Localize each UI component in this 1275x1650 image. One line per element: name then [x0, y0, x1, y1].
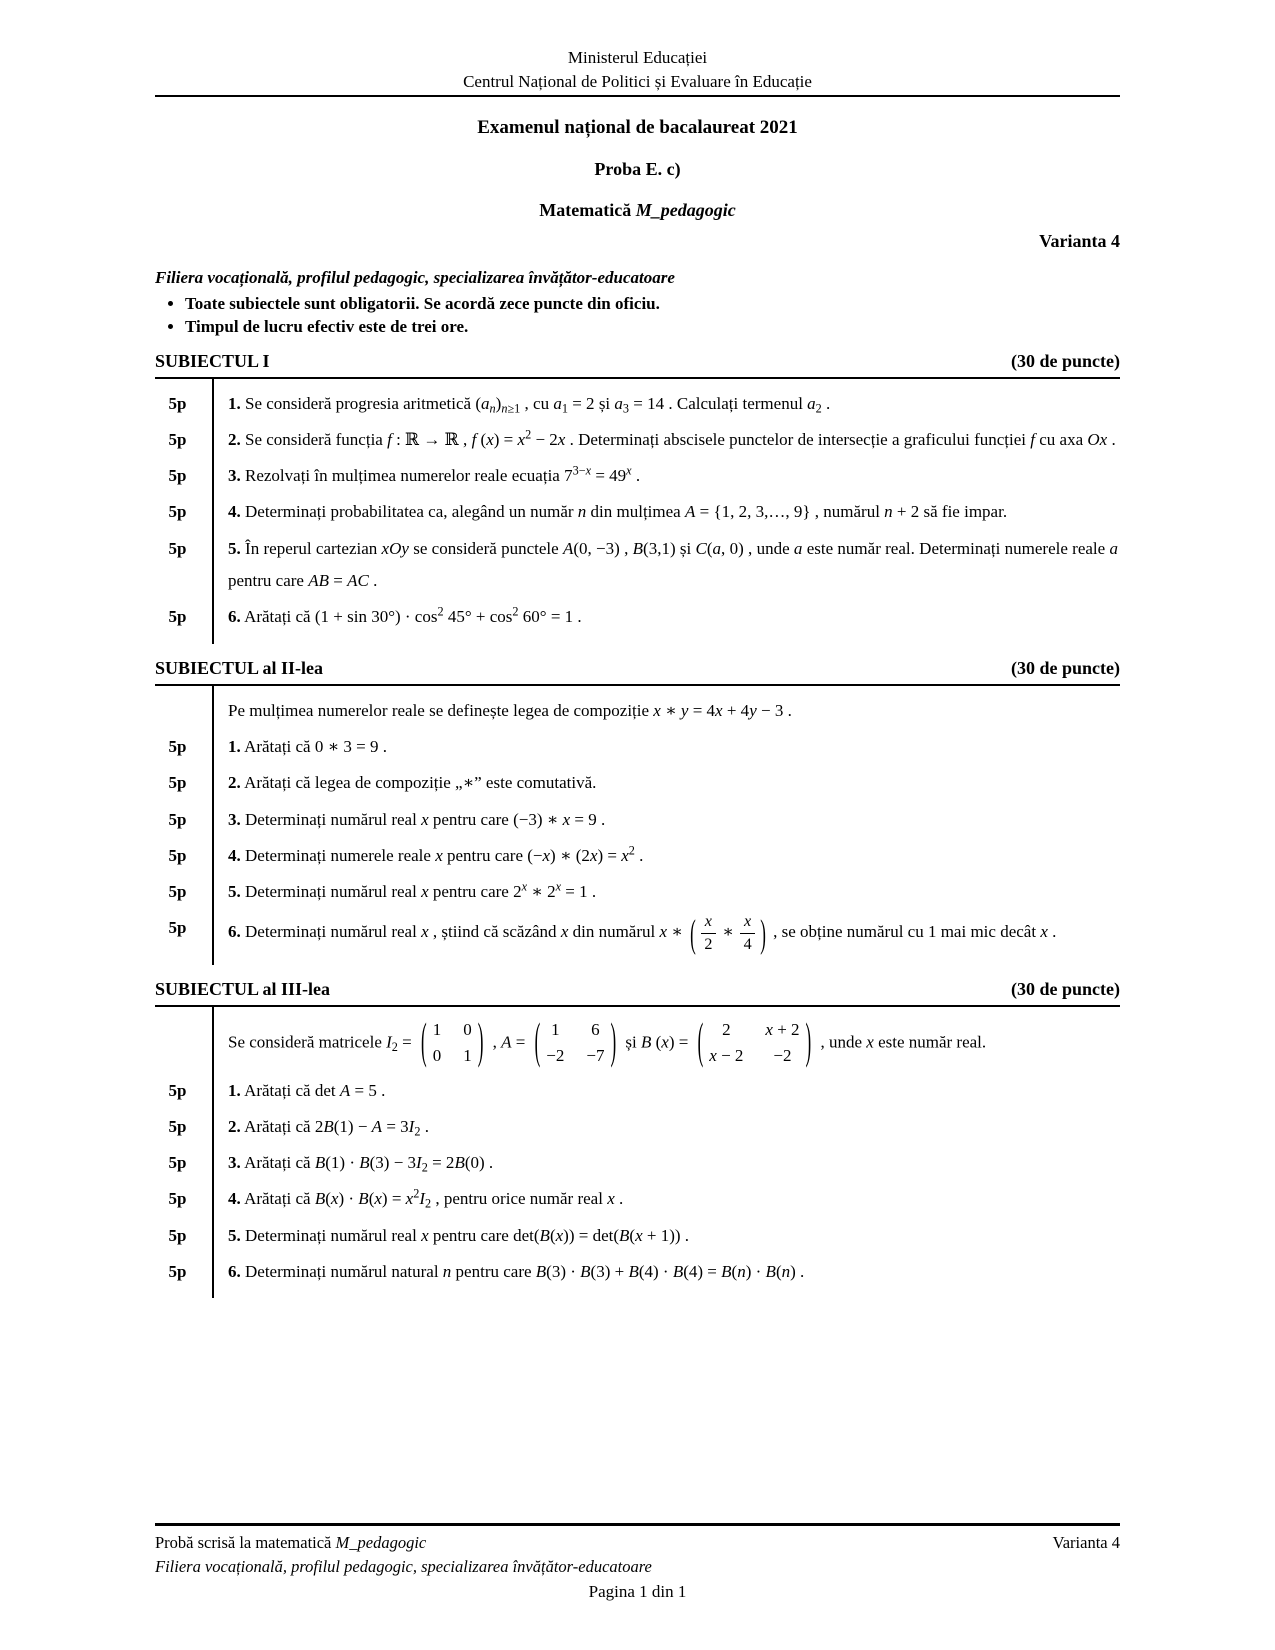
text-run: este număr real. — [873, 1032, 987, 1052]
text-run: pentru care — [442, 845, 528, 865]
text-run: , 0) , unde — [721, 538, 794, 558]
points-badge: 5p — [168, 773, 187, 793]
subscript: n≥1 — [501, 401, 521, 416]
exam-title: Examenul național de bacalaureat 2021 — [477, 116, 798, 138]
text-run: (3,1) și — [643, 538, 696, 558]
section-heading — [155, 979, 1120, 1005]
section-body — [155, 1005, 1120, 1298]
subject-profile: M_pedagogic — [635, 199, 736, 220]
text-run: Arătați că — [244, 1153, 315, 1173]
superscript: 2 — [413, 1186, 420, 1201]
math-run: A — [339, 1080, 351, 1100]
math-run: B (x) — [640, 1032, 675, 1052]
points-badge: 5p — [168, 736, 187, 756]
question-row — [155, 531, 1120, 600]
text-run: . — [420, 1116, 429, 1136]
footer-proba-profile: M_pedagogic — [335, 1533, 427, 1553]
text-run: . Calculați termenul — [664, 393, 808, 413]
text-run: Determinați numărul real — [245, 922, 422, 942]
superscript: 3−x — [572, 463, 592, 478]
matrix-grid — [429, 1016, 476, 1071]
matrix-left-paren: ( — [534, 1013, 541, 1069]
subscript: 2 — [421, 1160, 428, 1175]
question-row — [155, 802, 1120, 838]
fraction — [701, 912, 716, 954]
header-center: Centrul Național de Politici și Evaluare în Educație — [463, 71, 812, 91]
math-run: I — [386, 1032, 392, 1052]
points-badge: 5p — [168, 466, 187, 486]
points-badge: 5p — [168, 845, 187, 865]
question-number: 6. — [228, 607, 241, 627]
points-divider-line — [212, 686, 214, 965]
matrix-cell: −7 — [586, 1046, 605, 1066]
header-rule — [155, 95, 1120, 97]
math-run: n — [577, 502, 587, 522]
matrix-left-paren: ( — [697, 1013, 704, 1069]
math-run: a — [793, 538, 803, 558]
question-row — [155, 1109, 1120, 1145]
superscript: x — [521, 879, 528, 894]
question-number: 6. — [228, 1262, 241, 1281]
text-run: : ℝ → ℝ , — [391, 429, 472, 449]
math-run: f — [387, 429, 392, 449]
proba-title: Proba E. c) — [594, 158, 681, 179]
math-run: a — [614, 393, 623, 413]
text-run: , se obține numărul cu 1 mai mic decât — [768, 922, 1041, 942]
text-run: , știind că scăzând — [428, 922, 561, 942]
points-badge: 5p — [168, 502, 187, 522]
text-run: Se consideră matricele — [228, 1032, 387, 1052]
footer-proba-text: Probă scrisă la matematică — [155, 1533, 336, 1553]
subscript: 3 — [622, 401, 630, 416]
math-run: − 2x — [531, 429, 566, 449]
question-number: 6. — [228, 922, 241, 942]
text-run: . — [631, 466, 641, 486]
text-run: Determinați numărul real — [245, 809, 422, 829]
question-row — [155, 458, 1120, 494]
question-row — [155, 599, 1120, 635]
math-run: I — [419, 1189, 425, 1209]
footer-variant: Varianta 4 — [1052, 1533, 1120, 1553]
question-number: 3. — [228, 1153, 241, 1173]
question-row — [155, 1254, 1120, 1290]
points-badge: 5p — [168, 918, 187, 938]
matrix-cell: −2 — [773, 1046, 792, 1066]
text-run: . — [1107, 429, 1116, 449]
text-run: . — [596, 809, 606, 829]
math-run: a — [807, 393, 816, 413]
question-text — [212, 424, 1120, 456]
denominator: 2 — [704, 935, 713, 953]
text-run: = — [511, 1032, 530, 1052]
text-run: , unde — [816, 1032, 867, 1052]
text-run: = — [674, 1032, 693, 1052]
text-run: . — [795, 1262, 805, 1281]
text-run: din mulțimea — [586, 502, 685, 522]
matrix — [696, 1013, 814, 1071]
matrix-cell: 2 — [722, 1019, 731, 1039]
big-paren: ) — [760, 911, 766, 956]
subscript: 2 — [815, 401, 822, 416]
text-run: pentru care 2 — [428, 882, 522, 902]
points-badge: 5p — [168, 1116, 187, 1136]
text-run: Arătați că — [244, 1116, 315, 1136]
text-run: pentru care det — [428, 1225, 534, 1245]
text-run: ∗ — [667, 922, 688, 942]
text-run: . — [634, 845, 644, 865]
math-run: x — [421, 922, 429, 942]
question-row — [155, 1073, 1120, 1109]
math-run: x — [421, 809, 429, 829]
text-run: din numărul — [568, 922, 660, 942]
math-run: x — [1040, 922, 1048, 942]
math-run: 2B(1) − A = 3I — [314, 1116, 415, 1136]
math-run: x — [421, 882, 429, 902]
text-run: . — [783, 700, 792, 720]
math-run: ) — [495, 393, 502, 413]
text-run: + 2 să fie impar. — [892, 502, 1008, 522]
section-title: SUBIECTUL al III-lea — [155, 978, 331, 999]
math-run: (B(x + 1)) — [613, 1225, 681, 1245]
question-row — [155, 765, 1120, 801]
text-run: pentru care — [228, 571, 309, 591]
matrix-left-paren: ( — [421, 1013, 427, 1069]
math-run: B — [632, 538, 644, 558]
subscript: 1 — [561, 401, 568, 416]
points-badge: 5p — [168, 882, 187, 902]
math-run: xOy — [381, 538, 409, 558]
points-badge: 5p — [168, 809, 187, 829]
question-row — [155, 386, 1120, 422]
question-text — [212, 804, 1120, 836]
variant-label: Varianta 4 — [1039, 230, 1120, 251]
section-1 — [155, 351, 1120, 644]
question-number: 1. — [228, 736, 241, 756]
question-number: 1. — [228, 393, 241, 413]
matrix — [419, 1013, 485, 1071]
section-body — [155, 684, 1120, 965]
section-body — [155, 377, 1120, 644]
matrix-cell: 1 — [551, 1019, 560, 1039]
text-run: . — [368, 571, 378, 591]
matrix-cell: 0 — [463, 1019, 472, 1039]
text-run: . — [1047, 922, 1057, 942]
math-run: AB = AC — [308, 571, 369, 591]
text-run: = 1 . — [561, 882, 597, 902]
question-number: 3. — [228, 809, 241, 829]
points-badge: 5p — [168, 1189, 187, 1209]
math-run: A — [562, 538, 574, 558]
text-run: Arătați că (1 + sin 30°) · cos — [244, 607, 438, 627]
question-number: 5. — [228, 538, 241, 558]
question-text — [212, 1111, 1120, 1143]
text-run: și — [621, 1032, 641, 1052]
math-run: = 2B(0) — [427, 1153, 485, 1173]
math-run: A — [501, 1032, 512, 1052]
footer-row — [155, 1531, 1120, 1555]
text-run: 60° = 1 . — [518, 607, 582, 627]
math-run: a — [1109, 538, 1118, 558]
text-run: = det — [574, 1225, 614, 1245]
section-heading — [155, 351, 1120, 377]
superscript: 2 — [525, 427, 532, 442]
subscript: n — [489, 401, 496, 416]
instructions-list — [155, 294, 1120, 337]
matrix-cell: 1 — [432, 1019, 442, 1039]
math-run: (B(x)) — [533, 1225, 575, 1245]
math-run: x ∗ y = 4x + 4y − 3 — [653, 700, 784, 720]
text-run: Determinați numărul real — [245, 882, 422, 902]
matrix — [533, 1013, 619, 1071]
footer-proba — [155, 1531, 426, 1555]
superscript: 2 — [628, 843, 635, 858]
math-run: x — [560, 922, 569, 942]
section-3 — [155, 979, 1120, 1298]
question-row — [155, 729, 1120, 765]
intro-text — [212, 1013, 1120, 1071]
subject-title — [155, 200, 1120, 221]
math-run: x — [421, 1225, 429, 1245]
big-paren: ( — [690, 911, 696, 956]
text-run: ∗ — [717, 922, 739, 942]
text-run: Pe mulțimea numerelor reale se definește legea de compoziție — [228, 700, 654, 720]
math-run: x — [659, 922, 668, 942]
question-text — [212, 912, 1120, 954]
section-points: (30 de puncte) — [1011, 978, 1120, 999]
math-run: = 14 — [629, 393, 665, 413]
question-text — [212, 1147, 1120, 1179]
matrix-cell: 6 — [591, 1019, 600, 1039]
text-run: În reperul cartezian — [245, 538, 382, 558]
math-run: (a — [475, 393, 490, 413]
math-run: B(1) · B(3) − 3I — [314, 1153, 422, 1173]
text-run: = 5 . — [350, 1080, 386, 1100]
text-run: și — [594, 393, 615, 413]
points-badge: 5p — [168, 429, 187, 449]
math-run: (−x) ∗ (2x) = x — [527, 845, 629, 865]
section-2 — [155, 658, 1120, 965]
points-badge: 5p — [168, 607, 187, 627]
question-row — [155, 874, 1120, 910]
text-run: = {1, 2, 3,…, 9} , numărul — [695, 502, 885, 522]
math-run: a — [712, 538, 722, 558]
instruction-item: • Toate subiectele sunt obligatorii. Se acordă zece puncte din oficiu. — [185, 294, 1120, 314]
text-run: = — [397, 1032, 417, 1052]
text-run: Arătați că — [244, 1189, 315, 1209]
question-number: 1. — [228, 1080, 241, 1100]
text-run: , pentru orice număr real — [431, 1189, 608, 1209]
question-text — [212, 840, 1120, 872]
math-run: f (x) = x — [471, 429, 526, 449]
section-points: (30 de puncte) — [1011, 350, 1120, 371]
question-row — [155, 422, 1120, 458]
text-run: . — [614, 1189, 624, 1209]
document-footer — [155, 1523, 1120, 1602]
question-number: 2. — [228, 429, 241, 449]
text-run: (0, −3) , — [573, 538, 633, 558]
question-number: 2. — [228, 773, 241, 793]
question-row — [155, 1181, 1120, 1217]
math-run: (−3) ∗ x = 9 — [513, 809, 597, 829]
filiera-line: Filiera vocațională, profilul pedagogic, specializarea învățător-educatoare — [155, 267, 675, 287]
math-run: n — [442, 1262, 452, 1281]
matrix-cell: x − 2 — [709, 1046, 744, 1066]
question-text — [212, 496, 1120, 528]
math-run: B(x) · B(x) = x — [314, 1189, 414, 1209]
question-row — [155, 494, 1120, 530]
text-run: . — [484, 1153, 494, 1173]
text-run: Se consideră progresia aritmetică — [245, 393, 476, 413]
superscript: x — [626, 463, 632, 478]
text-run: , cu — [520, 393, 554, 413]
math-run: x — [866, 1032, 874, 1052]
math-run: f — [1030, 429, 1036, 449]
footer-filiera: Filiera vocațională, profilul pedagogic, specializarea învățător-educatoare — [155, 1557, 652, 1577]
question-number: 3. — [228, 466, 241, 486]
points-badge: 5p — [168, 1153, 187, 1173]
sections-container — [155, 351, 1120, 1299]
subject-label: Matematică — [539, 199, 632, 220]
question-number: 4. — [228, 845, 241, 865]
section-title: SUBIECTUL I — [155, 350, 270, 371]
text-run: este număr real. Determinați numerele reale — [802, 538, 1110, 558]
question-text — [212, 876, 1120, 908]
question-row — [155, 910, 1120, 956]
question-number: 4. — [228, 502, 241, 522]
math-run: B(3) · B(3) + B(4) · B(4) = B(n) · B(n) — [535, 1262, 796, 1281]
math-run: n — [884, 502, 893, 522]
question-text — [212, 388, 1120, 420]
math-run: Ox — [1087, 429, 1108, 449]
text-run: se consideră punctele — [408, 538, 563, 558]
question-number: 4. — [228, 1189, 241, 1209]
matrix-right-paren: ) — [477, 1013, 484, 1069]
question-row — [155, 838, 1120, 874]
question-text — [212, 533, 1120, 598]
points-divider-line — [212, 1007, 214, 1298]
superscript: x — [555, 879, 562, 894]
text-run: . — [680, 1225, 690, 1245]
intro-text — [212, 695, 1120, 727]
footer-rule — [155, 1523, 1120, 1526]
text-run: Determinați numărul natural — [245, 1262, 443, 1281]
matrix-right-paren: ) — [805, 1013, 812, 1069]
question-text — [212, 1220, 1120, 1252]
text-run: Rezolvați în mulțimea numerelor reale ecuația 7 — [245, 466, 573, 486]
document-header — [155, 46, 1120, 97]
section-title: SUBIECTUL al II-lea — [155, 657, 324, 678]
question-text — [212, 731, 1120, 763]
matrix-cell: 1 — [463, 1046, 472, 1066]
points-badge: 5p — [168, 1080, 187, 1100]
math-run: C — [695, 538, 707, 558]
text-run: ( — [706, 538, 713, 558]
intro-row — [155, 1014, 1120, 1073]
matrix-cell: −2 — [546, 1046, 565, 1066]
points-divider-line — [212, 379, 214, 644]
text-run: Determinați numărul real — [245, 1225, 422, 1245]
question-text — [212, 1256, 1120, 1288]
question-number: 5. — [228, 1225, 241, 1245]
question-text — [212, 1075, 1120, 1107]
question-row — [155, 1145, 1120, 1181]
text-run: Se consideră funcția — [245, 429, 388, 449]
text-run: . Determinați abscisele punctelor de intersecție a graficului funcției — [565, 429, 1031, 449]
header-ministry: Ministerul Educației — [567, 48, 708, 67]
matrix-cell: x + 2 — [765, 1019, 800, 1039]
question-number: 2. — [228, 1116, 241, 1136]
points-badge: 5p — [168, 538, 187, 558]
text-run: cu axa — [1035, 429, 1088, 449]
instruction-item: • Timpul de lucru efectiv este de trei ore. — [185, 317, 1120, 337]
question-text — [212, 1183, 1120, 1215]
math-run: A — [684, 502, 696, 522]
superscript: 2 — [437, 604, 444, 619]
text-run: pentru care — [451, 1262, 536, 1281]
subscript: 2 — [391, 1039, 398, 1054]
matrix-cell: 0 — [432, 1046, 442, 1066]
text-run: Arătați că legea de compoziție „∗” este comutativă. — [244, 773, 597, 793]
text-run: = 49 — [591, 466, 627, 486]
page-number: Pagina 1 din 1 — [588, 1582, 687, 1601]
math-run: x — [607, 1189, 615, 1209]
points-badge: 5p — [168, 1225, 187, 1245]
points-badge: 5p — [168, 393, 187, 413]
section-heading — [155, 658, 1120, 684]
text-run: 45° + cos — [443, 607, 513, 627]
text-run: Arătați că det — [244, 1080, 340, 1100]
intro-row — [155, 693, 1120, 729]
subscript: 2 — [414, 1124, 421, 1139]
question-text — [212, 601, 1120, 633]
math-run: = 2 — [567, 393, 595, 413]
matrix-grid — [705, 1016, 803, 1071]
text-run: pentru care — [428, 809, 514, 829]
text-run: . — [821, 393, 831, 413]
text-run: Arătați că 0 ∗ 3 = 9 . — [244, 736, 387, 756]
question-row — [155, 1218, 1120, 1254]
numerator: x — [701, 912, 716, 933]
points-badge: 5p — [168, 1262, 187, 1281]
math-run: a — [553, 393, 562, 413]
question-text — [212, 767, 1120, 799]
text-run: ∗ 2 — [527, 882, 556, 902]
subscript: 2 — [425, 1197, 432, 1212]
section-points: (30 de puncte) — [1011, 657, 1120, 678]
fraction — [740, 912, 755, 954]
question-text — [212, 460, 1120, 492]
text-run: , — [488, 1032, 502, 1052]
numerator: x — [740, 912, 755, 933]
question-number: 5. — [228, 882, 241, 902]
matrix-right-paren: ) — [610, 1013, 617, 1069]
superscript: 2 — [512, 604, 519, 619]
math-run: x — [435, 845, 443, 865]
matrix-grid — [542, 1016, 608, 1071]
denominator: 4 — [743, 935, 752, 953]
text-run: Determinați probabilitatea ca, alegând un număr — [245, 502, 578, 522]
text-run: Determinați numerele reale — [245, 845, 436, 865]
